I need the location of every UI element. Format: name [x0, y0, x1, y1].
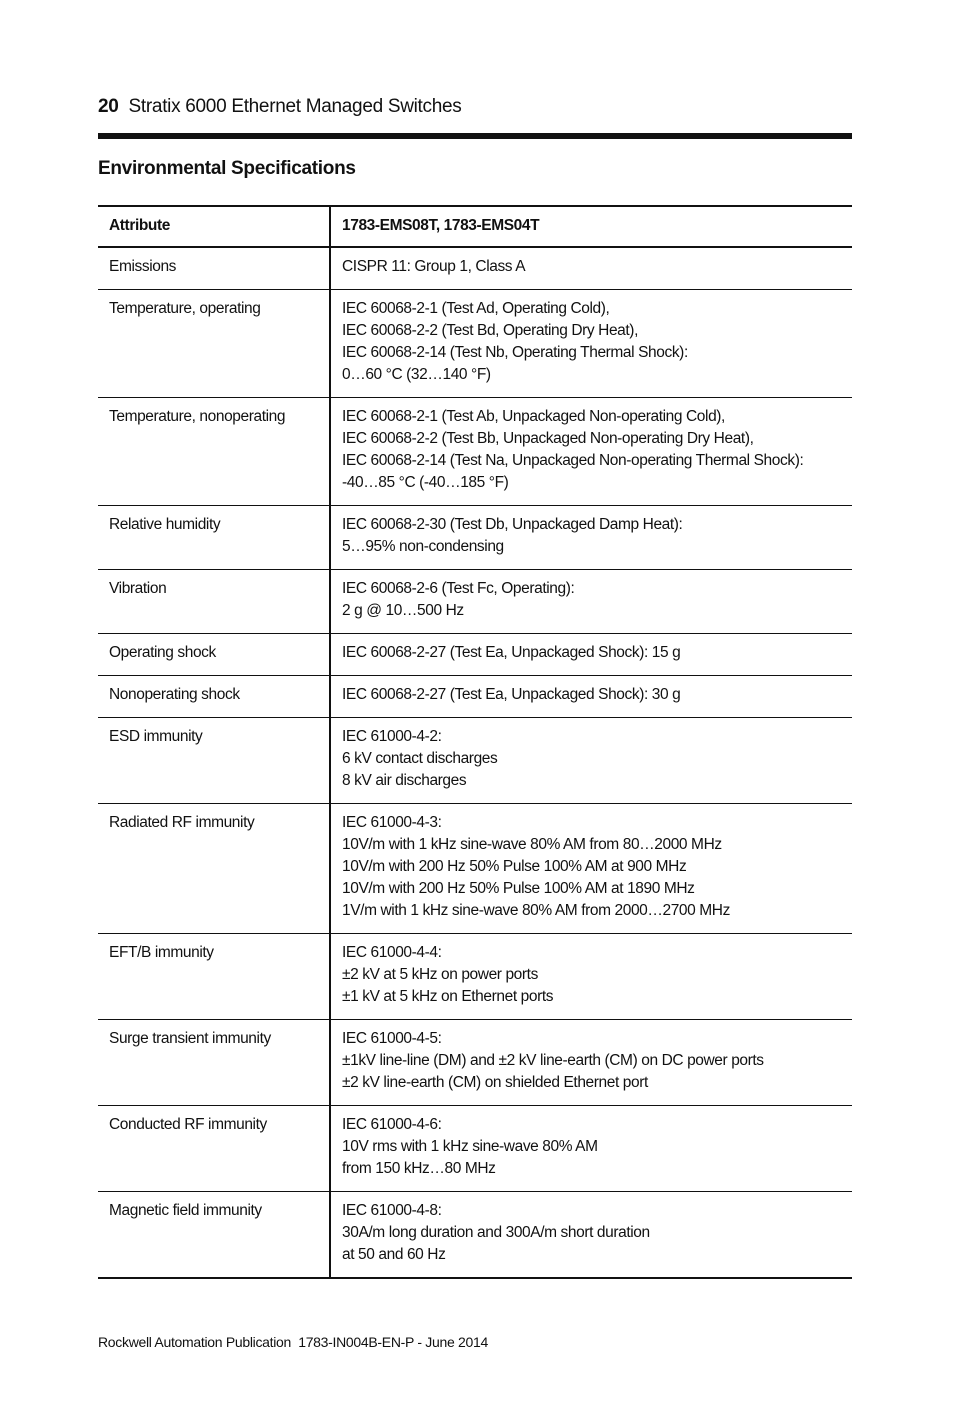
value-line: IEC 60068-2-30 (Test Db, Unpackaged Damp Heat): — [342, 516, 683, 533]
value-cell — [330, 718, 852, 804]
value-line: ±1kV line-line (DM) and ±2 kV line-earth (CM) on DC power ports — [342, 1052, 764, 1069]
value-line: CISPR 11: Group 1, Class A — [342, 258, 526, 275]
attribute-cell: Temperature, operating — [98, 290, 330, 398]
value-line: 1V/m with 1 kHz sine-wave 80% AM from 2000…2700 MHz — [342, 902, 730, 919]
value-line: IEC 60068-2-1 (Test Ad, Operating Cold), — [342, 300, 610, 317]
table-row — [98, 804, 852, 934]
value-line: IEC 61000-4-3: — [342, 814, 442, 831]
table-row — [98, 676, 852, 718]
value-line: ±2 kV at 5 kHz on power ports — [342, 966, 538, 983]
value-cell — [330, 506, 852, 570]
value-cell — [330, 634, 852, 676]
attribute-cell: Radiated RF immunity — [98, 804, 330, 934]
table-row — [98, 247, 852, 290]
attribute-cell: Relative humidity — [98, 506, 330, 570]
attribute-cell: ESD immunity — [98, 718, 330, 804]
table-row — [98, 1106, 852, 1192]
page-number: 20 — [98, 96, 119, 117]
table-header-row — [98, 206, 852, 247]
value-line: IEC 61000-4-4: — [342, 944, 442, 961]
value-line: 6 kV contact discharges — [342, 750, 498, 767]
value-line: 10V/m with 1 kHz sine-wave 80% AM from 80…2000 MHz — [342, 836, 722, 853]
value-line: 0…60 °C (32…140 °F) — [342, 366, 491, 383]
attribute-cell: Emissions — [98, 247, 330, 290]
table-row — [98, 398, 852, 506]
value-line: 8 kV air discharges — [342, 772, 467, 789]
value-line: IEC 61000-4-6: — [342, 1116, 442, 1133]
value-line: IEC 60068-2-6 (Test Fc, Operating): — [342, 580, 575, 597]
value-line: IEC 60068-2-27 (Test Ea, Unpackaged Shock): 30 g — [342, 686, 681, 703]
value-cell — [330, 1192, 852, 1279]
section-title: Environmental Specifications — [98, 158, 356, 179]
value-line: 10V/m with 200 Hz 50% Pulse 100% AM at 1890 MHz — [342, 880, 695, 897]
value-line: ±2 kV line-earth (CM) on shielded Ethernet port — [342, 1074, 648, 1091]
value-line: IEC 60068-2-1 (Test Ab, Unpackaged Non-operating Cold), — [342, 408, 725, 425]
column-header-catalog-numbers: 1783-EMS08T, 1783-EMS04T — [330, 206, 852, 247]
value-cell — [330, 804, 852, 934]
value-cell — [330, 1020, 852, 1106]
attribute-cell: Conducted RF immunity — [98, 1106, 330, 1192]
value-line: at 50 and 60 Hz — [342, 1246, 446, 1263]
value-line: IEC 60068-2-14 (Test Na, Unpackaged Non-operating Thermal Shock): — [342, 452, 804, 469]
value-line: from 150 kHz…80 MHz — [342, 1160, 496, 1177]
attribute-cell: Magnetic field immunity — [98, 1192, 330, 1279]
environmental-specifications-table — [98, 205, 852, 1279]
value-cell — [330, 247, 852, 290]
table-row — [98, 934, 852, 1020]
value-line: 10V rms with 1 kHz sine-wave 80% AM — [342, 1138, 598, 1155]
value-line: IEC 61000-4-8: — [342, 1202, 442, 1219]
page-header — [98, 96, 461, 118]
document-title: Stratix 6000 Ethernet Managed Switches — [128, 96, 462, 117]
table-row — [98, 718, 852, 804]
table-row — [98, 506, 852, 570]
value-cell — [330, 676, 852, 718]
value-line: IEC 61000-4-2: — [342, 728, 442, 745]
attribute-cell: Nonoperating shock — [98, 676, 330, 718]
column-header-attribute: Attribute — [98, 206, 330, 247]
attribute-cell: Surge transient immunity — [98, 1020, 330, 1106]
attribute-cell: EFT/B immunity — [98, 934, 330, 1020]
header-rule — [98, 133, 852, 139]
value-line: IEC 60068-2-2 (Test Bd, Operating Dry Heat), — [342, 322, 638, 339]
value-line: 2 g @ 10…500 Hz — [342, 602, 464, 619]
table-body — [98, 247, 852, 1278]
value-line: IEC 60068-2-14 (Test Nb, Operating Thermal Shock): — [342, 344, 688, 361]
value-line: IEC 61000-4-5: — [342, 1030, 442, 1047]
value-line: -40…85 °C (-40…185 °F) — [342, 474, 509, 491]
value-cell — [330, 934, 852, 1020]
table-row — [98, 634, 852, 676]
value-line: IEC 60068-2-27 (Test Ea, Unpackaged Shock): 15 g — [342, 644, 681, 661]
page-footer: Rockwell Automation Publication 1783-IN004B-EN-P - June 2014 — [98, 1334, 489, 1350]
attribute-cell: Temperature, nonoperating — [98, 398, 330, 506]
table-row — [98, 1192, 852, 1279]
table-row — [98, 1020, 852, 1106]
value-cell — [330, 1106, 852, 1192]
table-row — [98, 290, 852, 398]
table-row — [98, 570, 852, 634]
value-cell — [330, 398, 852, 506]
value-line: 30A/m long duration and 300A/m short duration — [342, 1224, 650, 1241]
value-cell — [330, 570, 852, 634]
value-line: 5…95% non-condensing — [342, 538, 504, 555]
value-line: IEC 60068-2-2 (Test Bb, Unpackaged Non-operating Dry Heat), — [342, 430, 754, 447]
value-line: 10V/m with 200 Hz 50% Pulse 100% AM at 900 MHz — [342, 858, 687, 875]
attribute-cell: Operating shock — [98, 634, 330, 676]
value-line: ±1 kV at 5 kHz on Ethernet ports — [342, 988, 554, 1005]
attribute-cell: Vibration — [98, 570, 330, 634]
value-cell — [330, 290, 852, 398]
